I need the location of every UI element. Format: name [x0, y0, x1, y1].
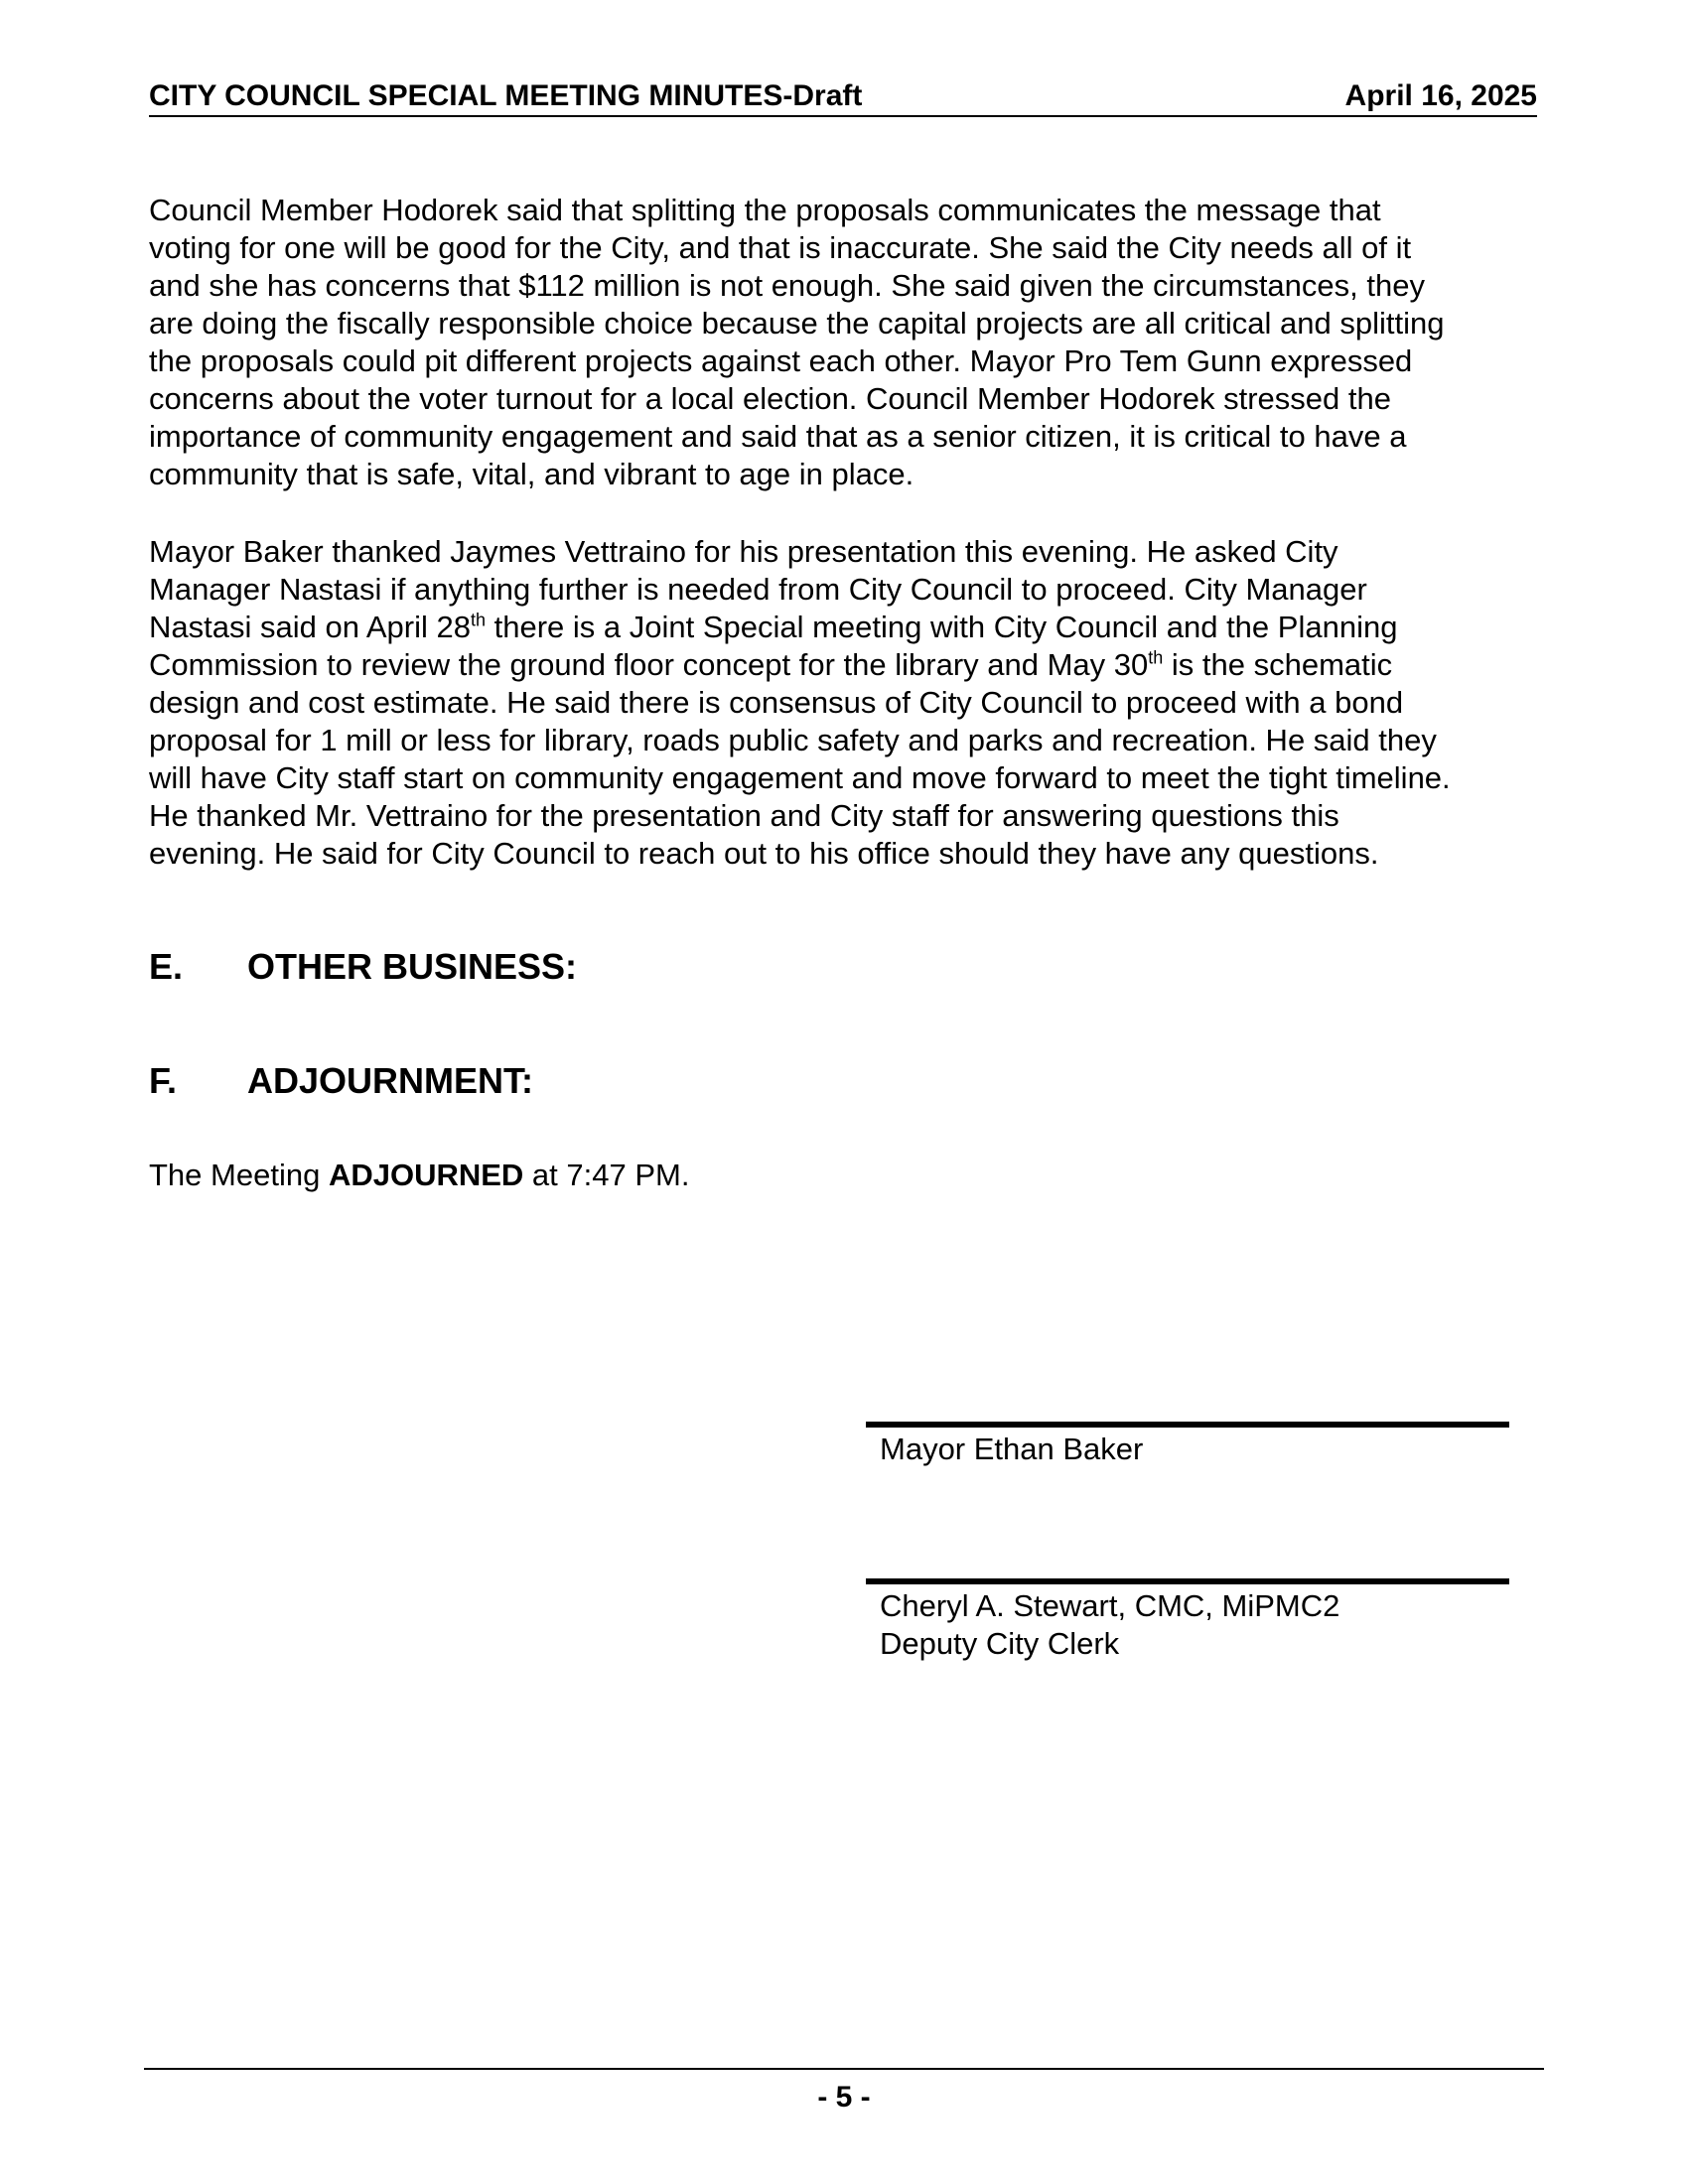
text-line: Manager Nastasi if anything further is needed from City Council to proceed. City Manager — [149, 572, 1367, 607]
text-line: proposal for 1 mill or less for library, roads public safety and parks and recreation. He said they — [149, 723, 1437, 757]
clerk-signature-block — [880, 1587, 1339, 1663]
mayor-signature-line — [866, 1422, 1509, 1428]
text-line: concerns about the voter turnout for a local election. Council Member Hodorek stressed the — [149, 381, 1391, 416]
text-segment: there is a Joint Special meeting with City Council and the Planning — [485, 610, 1398, 644]
section-title: ADJOURNMENT: — [247, 1060, 533, 1101]
text-segment: Nastasi said on April 28 — [149, 610, 471, 644]
text-line — [149, 609, 1549, 646]
text-line: will have City staff start on community engagement and move forward to meet the tight timeline. — [149, 760, 1451, 795]
text-line: evening. He said for City Council to reach out to his office should they have any questions. — [149, 836, 1379, 871]
paragraph-mayor-baker — [149, 533, 1549, 873]
text-line: design and cost estimate. He said there is consensus of City Council to proceed with a bond — [149, 685, 1404, 720]
adjournment-prefix: The Meeting — [149, 1158, 329, 1192]
section-heading-adjournment — [149, 1060, 533, 1102]
text-line: Mayor Baker thanked Jaymes Vettraino for his presentation this evening. He asked City — [149, 534, 1338, 569]
text-line: and she has concerns that $112 million is not enough. She said given the circumstances, they — [149, 268, 1425, 303]
section-letter: F. — [149, 1060, 178, 1101]
adjournment-time: at 7:47 PM. — [523, 1158, 690, 1192]
clerk-title: Deputy City Clerk — [880, 1626, 1120, 1661]
page-header — [149, 79, 1537, 117]
ordinal-suffix: th — [470, 610, 486, 630]
section-letter: E. — [149, 946, 184, 987]
document-title: CITY COUNCIL SPECIAL MEETING MINUTES-Draft — [149, 79, 863, 112]
text-line: voting for one will be good for the City, and that is inaccurate. She said the City needs all of it — [149, 230, 1412, 265]
section-heading-other-business — [149, 946, 577, 988]
adjournment-keyword: ADJOURNED — [328, 1158, 524, 1192]
page-number: - 5 - — [817, 2081, 871, 2114]
text-segment: Commission to review the ground floor concept for the library and May 30 — [149, 647, 1149, 682]
ordinal-suffix: th — [1148, 647, 1164, 668]
footer-divider — [144, 2068, 1544, 2070]
section-title: OTHER BUSINESS: — [247, 946, 578, 987]
text-line: the proposals could pit different projects against each other. Mayor Pro Tem Gunn expressed — [149, 343, 1413, 378]
adjournment-statement — [149, 1158, 689, 1193]
text-line: community that is safe, vital, and vibrant to age in place. — [149, 457, 914, 491]
clerk-signature-line — [866, 1578, 1509, 1584]
text-line: are doing the fiscally responsible choice because the capital projects are all critical and splitting — [149, 306, 1445, 341]
text-line: He thanked Mr. Vettraino for the presentation and City staff for answering questions this — [149, 798, 1339, 833]
paragraph-hodorek — [149, 192, 1549, 493]
text-segment: is the schematic — [1163, 647, 1393, 682]
text-line: importance of community engagement and said that as a senior citizen, it is critical to have a — [149, 419, 1407, 454]
mayor-signature-name: Mayor Ethan Baker — [880, 1432, 1144, 1466]
text-line: Council Member Hodorek said that splitting the proposals communicates the message that — [149, 193, 1381, 227]
clerk-name: Cheryl A. Stewart, CMC, MiPMC2 — [880, 1588, 1340, 1623]
meeting-date: April 16, 2025 — [1344, 79, 1537, 112]
text-line — [149, 646, 1549, 684]
